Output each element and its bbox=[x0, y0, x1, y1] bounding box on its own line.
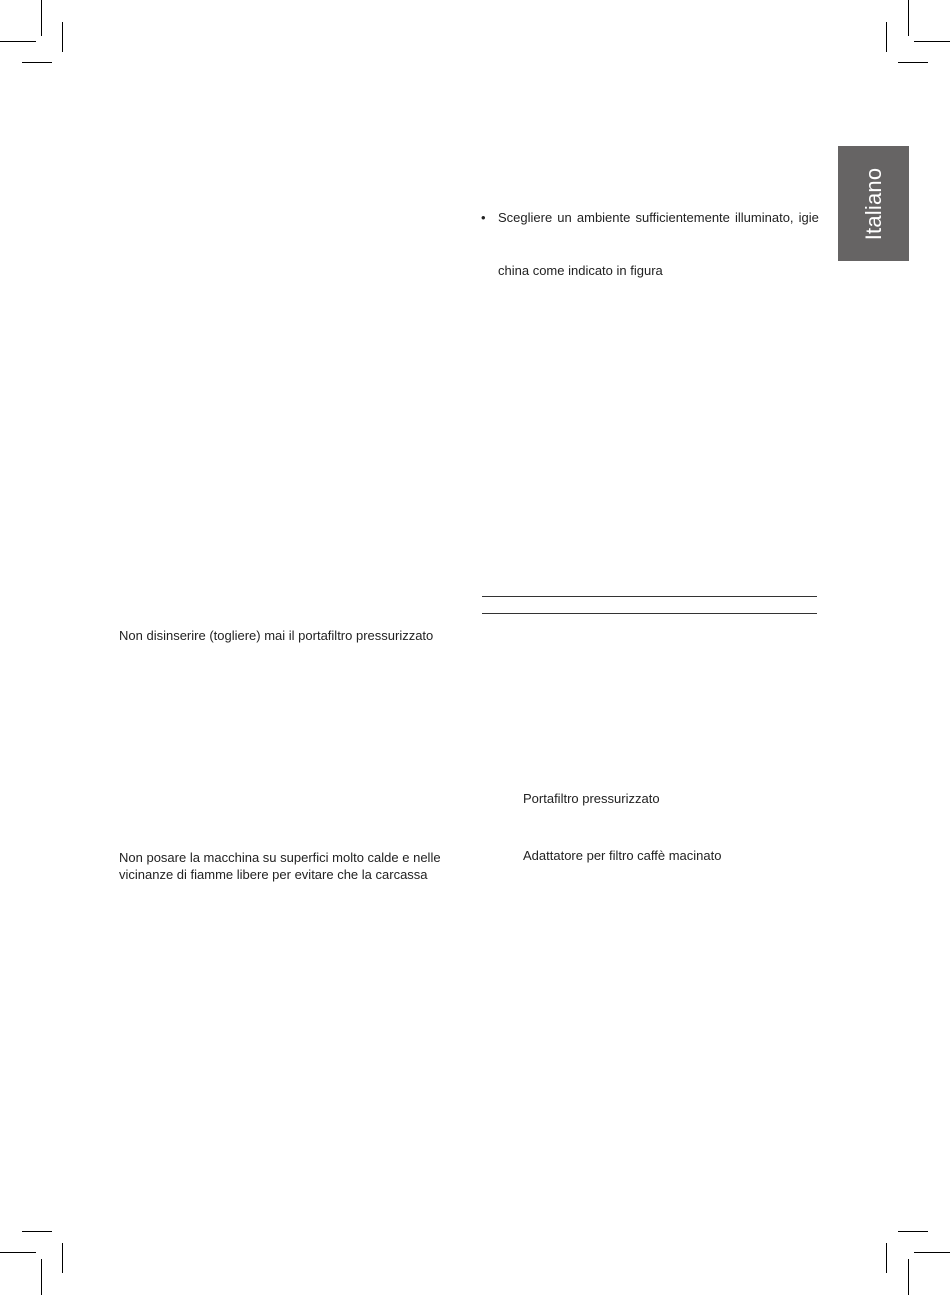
language-tab-label: Italiano bbox=[860, 167, 886, 240]
crop-mark-top-left-v1 bbox=[41, 0, 42, 36]
crop-mark-bottom-right-v2 bbox=[886, 1243, 887, 1273]
list-item: Adattatore per filtro caffè macinato bbox=[523, 848, 722, 863]
crop-mark-top-right-v2 bbox=[886, 22, 887, 52]
crop-mark-bottom-right-v1 bbox=[908, 1259, 909, 1295]
warning-portafiltro: Non disinserire (togliere) mai il portafiltro pressurizzato bbox=[119, 628, 434, 643]
crop-mark-top-right-h2 bbox=[898, 62, 928, 63]
bullet-text-line-1: Scegliere un ambiente sufficientemente illuminato, igie bbox=[498, 210, 819, 225]
crop-mark-bottom-right-h2 bbox=[898, 1231, 928, 1232]
section-rule-top bbox=[482, 596, 817, 597]
crop-mark-bottom-left-v1 bbox=[41, 1259, 42, 1295]
crop-mark-top-left-h1 bbox=[0, 41, 36, 42]
list-item: Portafiltro pressurizzato bbox=[523, 791, 660, 806]
bullet-text-line-2: china come indicato in figura bbox=[498, 263, 663, 278]
crop-mark-top-right-h1 bbox=[914, 41, 950, 42]
crop-mark-bottom-left-h2 bbox=[22, 1231, 52, 1232]
warning-surface-line-1: Non posare la macchina su superfici molto calde e nelle bbox=[119, 850, 441, 865]
crop-mark-top-left-v2 bbox=[62, 22, 63, 52]
crop-mark-bottom-left-v2 bbox=[62, 1243, 63, 1273]
crop-mark-bottom-right-h1 bbox=[914, 1252, 950, 1253]
crop-mark-top-right-v1 bbox=[908, 0, 909, 36]
crop-mark-top-left-h2 bbox=[22, 62, 52, 63]
bullet-symbol: • bbox=[481, 210, 486, 225]
language-tab bbox=[838, 146, 909, 261]
warning-surface-line-2: vicinanze di fiamme libere per evitare che la carcassa bbox=[119, 867, 428, 882]
crop-mark-bottom-left-h1 bbox=[0, 1252, 36, 1253]
section-rule-bottom bbox=[482, 613, 817, 614]
